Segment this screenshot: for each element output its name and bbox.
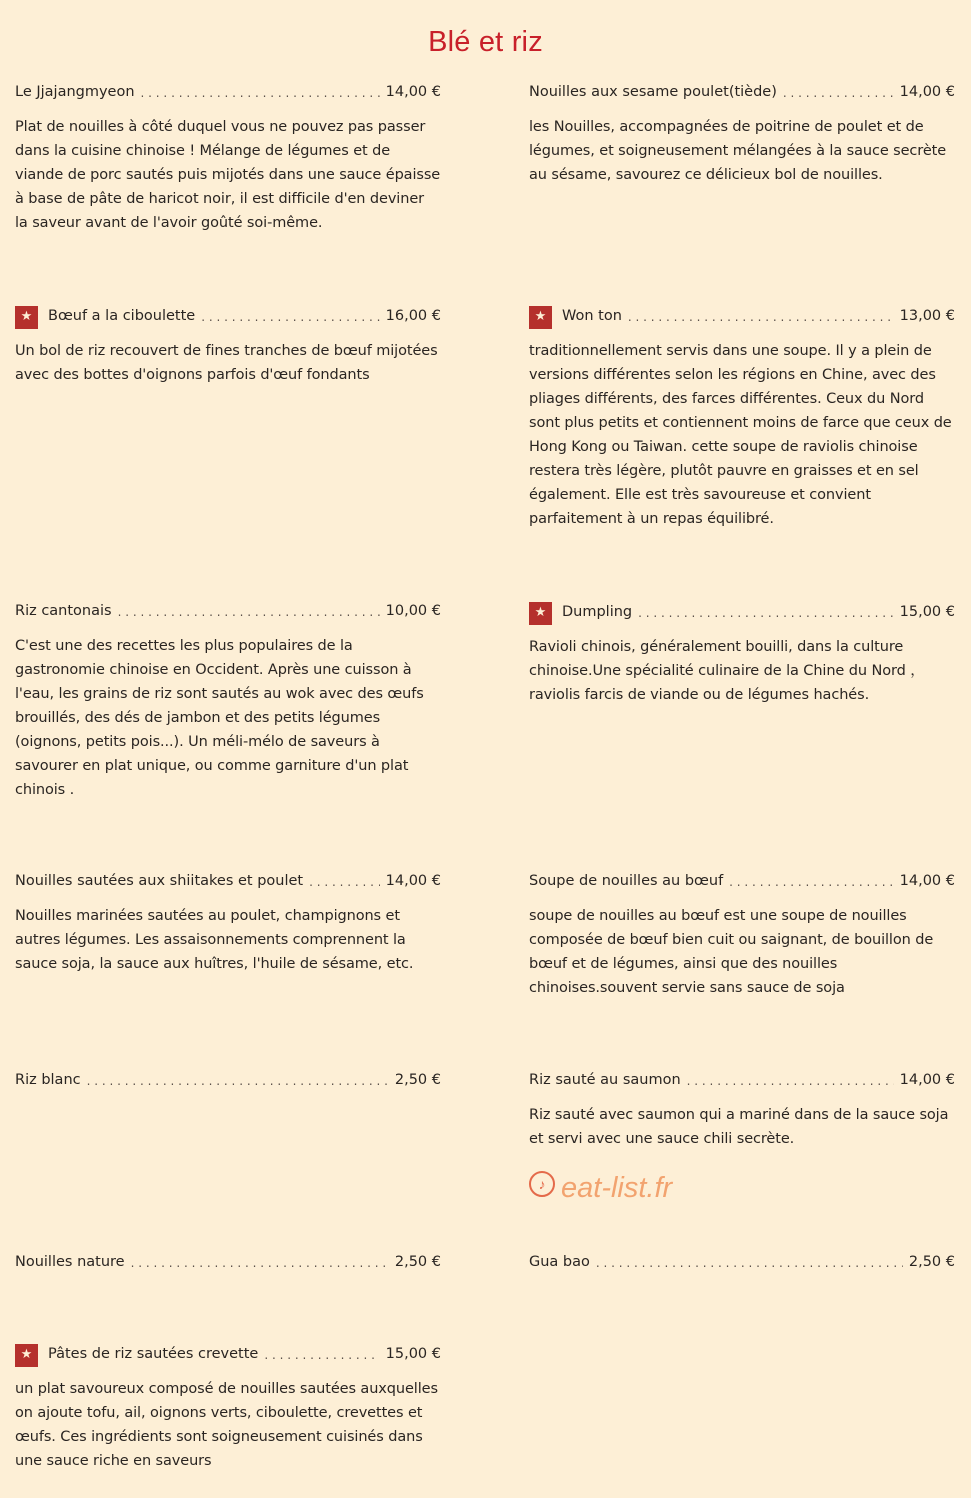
star-badge-icon: ★ xyxy=(15,1344,38,1367)
menu-item-header xyxy=(15,303,441,329)
menu-item-description: traditionnellement servis dans une soupe. Il y a plein de versions différentes selon les régions en Chine, avec des pliages différents, des farces différentes. Ceux du Nord sont plus petits et contiennent moins de farce que ceux de Hong Kong ou Taiwan. cette soupe de raviolis chinoise restera très légère, plutôt pauvre en graisses et en sel également. Elle est très savoureuse et convient parfaitement à un repas équilibré. xyxy=(529,343,952,527)
dot-leader xyxy=(201,304,379,330)
menu-item-name: Won ton xyxy=(562,308,622,324)
menu-item-name: Nouilles sautées aux shiitakes et poulet xyxy=(15,873,304,889)
menu-item-price: 15,00 € xyxy=(899,604,955,620)
menu-item-description: Riz sauté avec saumon qui a mariné dans de la sauce soja et servi avec une sauce chili secrète. xyxy=(529,1107,949,1147)
menu-item-price: 14,00 € xyxy=(385,873,441,889)
star-badge-icon: ★ xyxy=(15,306,38,329)
chili-icon: ♪ xyxy=(529,1171,555,1197)
menu-item-name: Dumpling xyxy=(562,604,633,620)
menu-item-description: un plat savoureux composé de nouilles sautées auxquelles on ajoute tofu, ail, oignons verts, ciboulette, crevettes et œufs. Ces ingrédients sont soigneusement cuisinés dans une sauce riche en saveurs xyxy=(15,1381,438,1469)
dot-leader xyxy=(264,1342,379,1368)
dot-leader xyxy=(596,1250,903,1276)
menu-item-name: Nouilles aux sesame poulet(tiède) xyxy=(529,84,777,100)
dot-leader xyxy=(628,304,894,330)
menu-item-description: Ravioli chinois, généralement bouilli, dans la culture chinoise.Une spécialité culinaire de la Chine du Nord ， raviolis farcis de viande ou de légumes hachés. xyxy=(529,639,925,703)
menu-item xyxy=(15,868,441,976)
menu-item-description: C'est une des recettes les plus populaires de la gastronomie chinoise en Occident. Après une cuisson à l'eau, les grains de riz sont sautés au wok avec des œufs brouillés, des dés de jambon et des petits légumes (oignons, petits pois...). Un méli-mélo de saveurs à savourer en plat unique, ou comme garniture d'un plat chinois . xyxy=(15,638,424,798)
menu-item xyxy=(529,79,955,187)
page-title: Blé et riz xyxy=(428,26,543,58)
menu-item xyxy=(529,303,955,531)
menu-item-header xyxy=(15,1249,441,1275)
menu-item xyxy=(15,1341,441,1473)
menu-item-name: Nouilles nature xyxy=(15,1254,125,1270)
menu-item-name: Riz blanc xyxy=(15,1072,81,1088)
menu-item-price: 10,00 € xyxy=(385,603,441,619)
menu-item-price: 15,00 € xyxy=(385,1346,441,1362)
dot-leader xyxy=(687,1068,894,1094)
menu-item-name: Riz cantonais xyxy=(15,603,112,619)
menu-item-header xyxy=(529,303,955,329)
menu-item-name: Le Jjajangmyeon xyxy=(15,84,135,100)
menu-item-price: 14,00 € xyxy=(385,84,441,100)
menu-item-header xyxy=(529,1067,955,1093)
menu-item-name: Gua bao xyxy=(529,1254,590,1270)
dot-leader xyxy=(309,869,380,895)
menu-item-header xyxy=(529,1249,955,1275)
menu-item xyxy=(15,79,441,235)
menu-item xyxy=(15,1067,441,1093)
menu-item xyxy=(529,599,955,707)
menu-item xyxy=(529,1067,955,1151)
dot-leader xyxy=(141,80,380,106)
dot-leader xyxy=(729,869,893,895)
menu-item-description: Un bol de riz recouvert de fines tranches de bœuf mijotées avec des bottes d'oignons parfois d'œuf fondants xyxy=(15,343,438,383)
menu-item-name: Pâtes de riz sautées crevette xyxy=(48,1346,259,1362)
menu-item-price: 14,00 € xyxy=(899,84,955,100)
menu-item-name: Bœuf a la ciboulette xyxy=(48,308,196,324)
menu-item xyxy=(529,868,955,1000)
menu-item-price: 16,00 € xyxy=(385,308,441,324)
dot-leader xyxy=(783,80,894,106)
menu-item xyxy=(529,1249,955,1275)
dot-leader xyxy=(131,1250,389,1276)
menu-item-name: Soupe de nouilles au bœuf xyxy=(529,873,724,889)
menu-item-description: soupe de nouilles au bœuf est une soupe de nouilles composée de bœuf bien cuit ou saignant, de bouillon de bœuf et de légumes, ainsi que des nouilles chinoises.souvent servie sans sauce de soja xyxy=(529,908,934,996)
menu-item-price: 13,00 € xyxy=(899,308,955,324)
menu-item-price: 14,00 € xyxy=(899,873,955,889)
menu-item-description: Nouilles marinées sautées au poulet, champignons et autres légumes. Les assaisonnements comprennent la sauce soja, la sauce aux huîtres, l'huile de sésame, etc. xyxy=(15,908,414,972)
star-badge-icon: ★ xyxy=(529,306,552,329)
menu-item-price: 2,50 € xyxy=(394,1254,441,1270)
menu-item xyxy=(15,1249,441,1275)
menu-item-name: Riz sauté au saumon xyxy=(529,1072,681,1088)
menu-item xyxy=(15,303,441,387)
menu-item-description: les Nouilles, accompagnées de poitrine de poulet et de légumes, et soigneusement mélangées à la sauce secrète au sésame, savourez ce délicieux bol de nouilles. xyxy=(529,119,947,183)
menu-item-price: 14,00 € xyxy=(899,1072,955,1088)
menu-item-price: 2,50 € xyxy=(908,1254,955,1270)
dot-leader xyxy=(638,600,894,626)
menu-item-description: Plat de nouilles à côté duquel vous ne pouvez pas passer dans la cuisine chinoise ! Mélange de légumes et de viande de porc sautés puis mijotés dans une sauce épaisse à base de pâte de haricot noir, il est difficile d'en deviner la saveur avant de l'avoir goûté soi-même. xyxy=(15,119,441,231)
menu-item-header xyxy=(15,1341,441,1367)
menu-item-header xyxy=(15,1067,441,1093)
dot-leader xyxy=(87,1068,389,1094)
menu-item-header xyxy=(15,598,441,624)
menu-item-price: 2,50 € xyxy=(394,1072,441,1088)
menu-item xyxy=(15,598,441,802)
menu-item-header xyxy=(15,79,441,105)
menu-item-header xyxy=(15,868,441,894)
watermark-text: eat-list.fr xyxy=(561,1172,673,1204)
menu-item-header xyxy=(529,79,955,105)
dot-leader xyxy=(118,599,380,625)
star-badge-icon: ★ xyxy=(529,602,552,625)
watermark xyxy=(529,1172,672,1205)
menu-item-header xyxy=(529,868,955,894)
menu-item-header xyxy=(529,599,955,625)
